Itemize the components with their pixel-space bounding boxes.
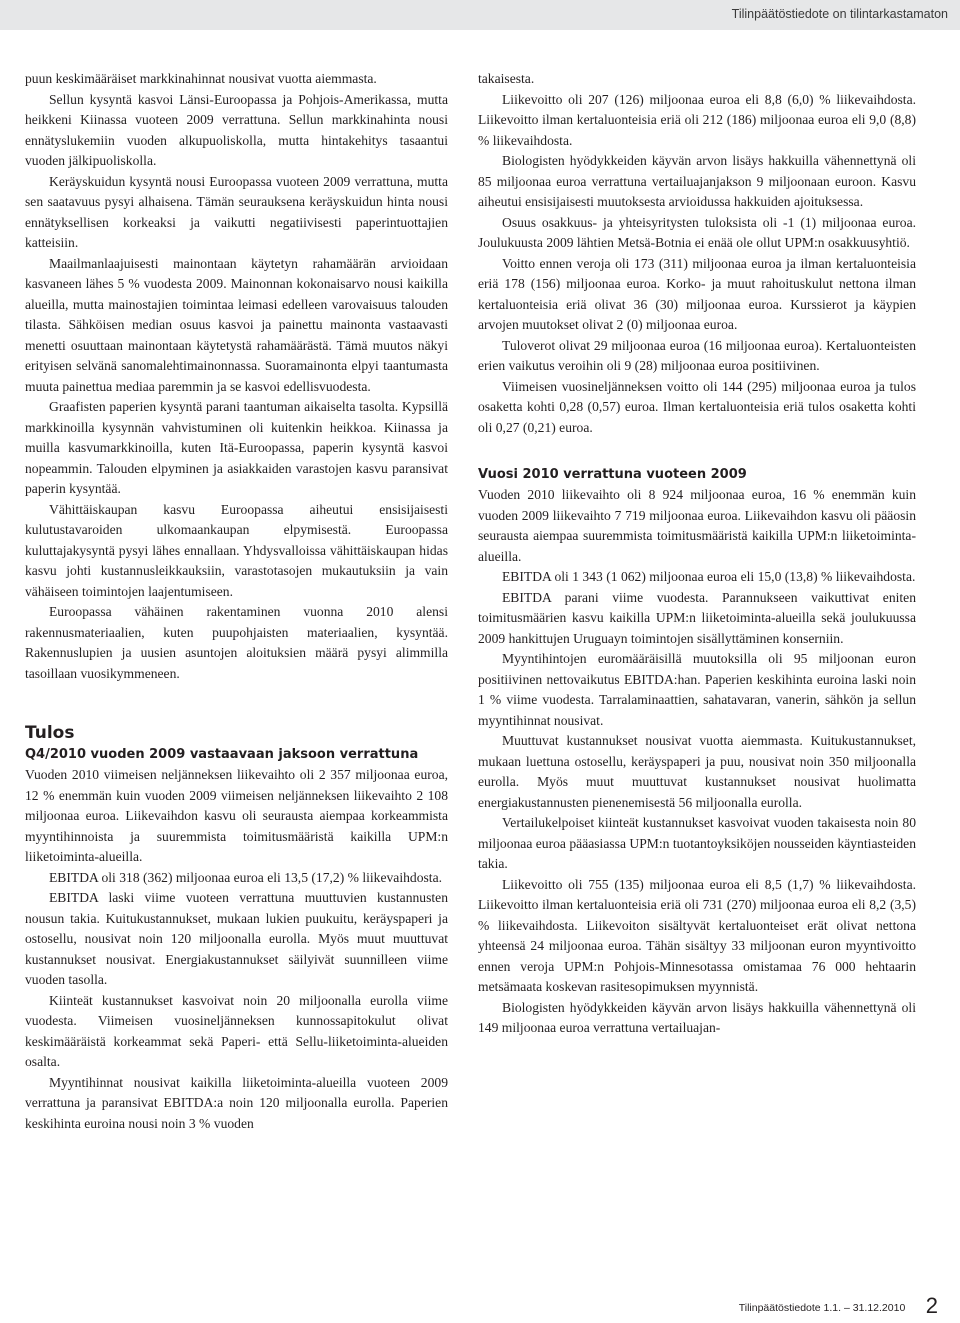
paragraph: Liikevoitto oli 207 (126) miljoonaa euroa eli 8,8 (6,0) % liikevaihdosta. Liikevoitto ilman kertaluonteisia eriä oli 212 (186) miljoonaa euroa eli 9,0 (8,8) % liikevaihdosta.	[478, 91, 916, 148]
paragraph: Viimeisen vuosineljänneksen voitto oli 144 (295) miljoonaa euroa ja tulos osaketta kohti 0,28 (0,57) euroa. Ilman kertaluonteisia eriä tulos osaketta kohti oli 0,27 (0,21) euroa.	[478, 378, 916, 435]
header-bar	[0, 0, 960, 30]
paragraph: Voitto ennen veroja oli 173 (311) miljoonaa euroa ja ilman kertaluonteisia eriä 178 (156) miljoonaa euroa. Korko- ja muut rahoituskulut nettona ilman kertaluonteisia eriä olivat 36 (30) miljoonaa euroa. Kurssierot ja käypien arvojen muutokset olivat 2 (0) miljoonaa euroa.	[478, 255, 916, 332]
paragraph: Vertailukelpoiset kiinteät kustannukset kasvoivat vuoden takaisesta noin 80 miljoonaa euroa pääasiassa UPM:n tuotantoyksiköjen nousseiden käyntiasteiden takia.	[478, 815, 916, 871]
paragraph: Vuoden 2010 viimeisen neljänneksen liikevaihto oli 2 357 miljoonaa euroa, 12 % enemmän kuin vuoden 2009 viimeisen neljänneksen liikevaihto 2 108 miljoonaa euroa. Liikevaihdon kasvu oli seurausta aiempaa korkeammista myyntihinnoista ja suuremmista toimitusmääristä kaikilla UPM:n liiketoiminta-alueilla.	[25, 767, 448, 864]
paragraph: Myyntihinnat nousivat kaikilla liiketoiminta-alueilla vuoteen 2009 verrattuna ja paransivat EBITDA:a noin 120 miljoonalla eurolla. Paperien keskihinta euroina nousi noin 3 % vuoden	[25, 1074, 448, 1131]
section-heading: Tulos	[25, 723, 75, 743]
paragraph: Liikevoitto oli 755 (135) miljoonaa euroa eli 8,5 (1,7) % liikevaihdosta. Liikevoitto ilman kertaluonteisia eriä oli 731 (270) miljoonaa euroa eli 8,2 (3,5) % liikevaihdosta. Liikevoiton sisältyvät kertaluonteiset erät olivat nettona yhteensä 24 miljoonaa euroa. Tähän sisältyy 33 miljoonan euron myyntivoitto ennen veroja UPM:n Pohjois-Minnesotassa omistamaa 76 000 hehtaarin metsämaata koskevan rasitesopimuksen myynnistä.	[478, 876, 916, 994]
right-column	[478, 69, 916, 1039]
paragraph: Kiinteät kustannukset kasvoivat noin 20 miljoonalla eurolla viime vuodesta. Viimeisen vuosineljänneksen kunnossapitokulut olivat keskimääräistä korkeammat sekä Paperi- että Sellu-liiketoiminta-alueiden osalta.	[25, 992, 448, 1069]
paragraph: Biologisten hyödykkeiden käyvän arvon lisäys hakkuilla vähennettynä oli 149 miljoonaa euroa verrattuna vertailuajan-	[478, 999, 916, 1035]
paragraph: takaisesta.	[478, 71, 535, 86]
paragraph: Muuttuvat kustannukset nousivat vuotta aiemmasta. Kuitukustannukset, mukaan luettuna ostosellu, keräyspaperi ja puu, nousivat noin 350 miljoonalla eurolla. Myös muut muuttuvat kustannukset nousivat huolimatta energiakustannusten pienenemisestä 56 miljoonalla eurolla.	[478, 733, 916, 810]
sub-heading: Vuosi 2010 verrattuna vuoteen 2009	[478, 467, 747, 482]
paragraph: Maailmanlaajuisesti mainontaan käytetyn rahamäärän arvioidaan kasvaneen lähes 5 % vuodesta 2009. Mainonnan kokonaisarvo nousi kaikilla alueilla, mutta mainostajien toimintaa leimasi edelleen varovaisuus talouden tilasta. Sähköisen median osuus kasvoi ja painettu mainonta vastaavasti menetti osuuttaan mainontaan käytetystä rahamäärästä. Tämä muutos näkyi erityisen selvänä sanomalehtimainonnassa. Suoramainonta elpyi taantumasta muuta painettua mediaa paremmin ja se kasvoi edellisvuodesta.	[25, 255, 448, 394]
paragraph: Vähittäiskaupan kasvu Euroopassa aiheutui ensisijaisesti kulutustavaroiden ulkomaankaupan elpymisestä. Euroopassa kuluttajakysyntä pysyi lähes ennallaan. Yhdysvalloissa vähittäiskaupan hidas kasvu johti kustannusleikkauksiin, varastotasojen mukautuksiin ja vain vähäiseen toimintojen laajentumiseen.	[25, 501, 448, 599]
paragraph: EBITDA oli 1 343 (1 062) miljoonaa euroa eli 15,0 (13,8) % liikevaihdosta.	[502, 569, 916, 584]
paragraph: Tuloverot olivat 29 miljoonaa euroa (16 miljoonaa euroa). Kertaluonteisten erien vaikutus veroihin oli 9 (28) miljoonaa euroa positiivinen.	[478, 337, 916, 373]
paragraph: Graafisten paperien kysyntä parani taantuman aikaiselta tasolta. Kypsillä markkinoilla kysynnän vahvistuminen oli kuitenkin heikkoa. Kiinassa ja muilla kasvumarkkinoilla, kuten Itä-Euroopassa, paperin kysyntä kasvoi nopeammin. Talouden elpyminen ja asiakkaiden varastojen kasvu paransivat paperin kysyntää.	[25, 399, 448, 496]
left-column	[25, 69, 448, 1134]
paragraph: EBITDA laski viime vuoteen verrattuna muuttuvien kustannusten nousun takia. Kuitukustannukset, mukaan lukien puukuitu, keräyspaperi ja ostosellu, nousivat noin 120 miljoonalla eurolla. Myös muut muuttuvat kustannukset nousivat. Energiakustannukset säilyivät suunnilleen viime vuoden tasolla.	[25, 890, 448, 987]
paragraph: Vuoden 2010 liikevaihto oli 8 924 miljoonaa euroa, 16 % enemmän kuin vuoden 2009 liikevaihto 7 719 miljoonaa euroa. Liikevaihdon kasvu oli pääosin seurausta aiempaa suuremmista toimitusmääristä kaikilla UPM:n liiketoiminta-alueilla.	[478, 487, 916, 564]
paragraph: EBITDA parani viime vuodesta. Parannukseen vaikuttivat eniten toimitusmäärien kasvu kaikilla UPM:n liiketoiminta-alueilla sekä joulukuussa 2009 hankittujen Uruguayn toimintojen sisällyttäminen konserniin.	[478, 589, 916, 646]
paragraph: Biologisten hyödykkeiden käyvän arvon lisäys hakkuilla vähennettynä oli 85 miljoonaa euroa verrattuna vertailuajanjakson 9 miljoonaan euroon. Kasvu aiheutui ensisijaisesti muutoksesta arvioidussa hakkuiden ajoituksessa.	[478, 153, 916, 209]
header-title: Tilinpäätöstiedote on tilintarkastamaton	[731, 7, 948, 21]
paragraph: puun keskimääräiset markkinahinnat nousivat vuotta aiemmasta.	[25, 71, 377, 86]
footer	[739, 1293, 938, 1319]
page-number: 2	[925, 1293, 938, 1318]
paragraph: Myyntihintojen euromääräisillä muutoksilla oli 95 miljoonan euron positiivinen nettovaikutus EBITDA:han. Paperien keskihinta euroina laski noin 1 % viime vuodesta. Tarralaminaattien, sahatavaran, vanerin, sähkön ja sellun myyntihinnat nousivat.	[478, 651, 916, 728]
sub-heading: Q4/2010 vuoden 2009 vastaavaan jaksoon verrattuna	[25, 747, 419, 762]
footer-text: Tilinpäätöstiedote 1.1. – 31.12.2010	[738, 1302, 906, 1314]
paragraph: Sellun kysyntä kasvoi Länsi-Euroopassa ja Pohjois-Amerikassa, mutta heikkeni Kiinassa vuoteen 2009 verrattuna. Sellun markkinahinta nousi ennätyslukemiin vuoden alkupuoliskolla, mutta hintakehitys tasaantui vuoden jälkipuoliskolla.	[25, 91, 448, 168]
paragraph: Euroopassa vähäinen rakentaminen vuonna 2010 alensi rakennusmateriaalien, kuten puupohjaisten materiaalien, kysyntää. Rakennuslupien ja uusien asuntojen aloituksien määrä pysyi alimmilla tasoillaan vuosikymmeneen.	[25, 604, 448, 681]
paragraph: EBITDA oli 318 (362) miljoonaa euroa eli 13,5 (17,2) % liikevaihdosta.	[49, 869, 443, 885]
paragraph: Osuus osakkuus- ja yhteisyritysten tuloksista oli -1 (1) miljoonaa euroa. Joulukuusta 2009 lähtien Metsä-Botnia ei enää ole ollut UPM:n osakkuusyhtiö.	[478, 214, 916, 250]
paragraph: Keräyskuidun kysyntä nousi Euroopassa vuoteen 2009 verrattuna, mutta sen saatavuus pysyi alhaisena. Tämän seurauksena keräyskuidun hinta nousi ennätyksellisen korkeaksi ja vaikutti negatiivisesti paperintuottajien katteisiin.	[25, 173, 448, 250]
